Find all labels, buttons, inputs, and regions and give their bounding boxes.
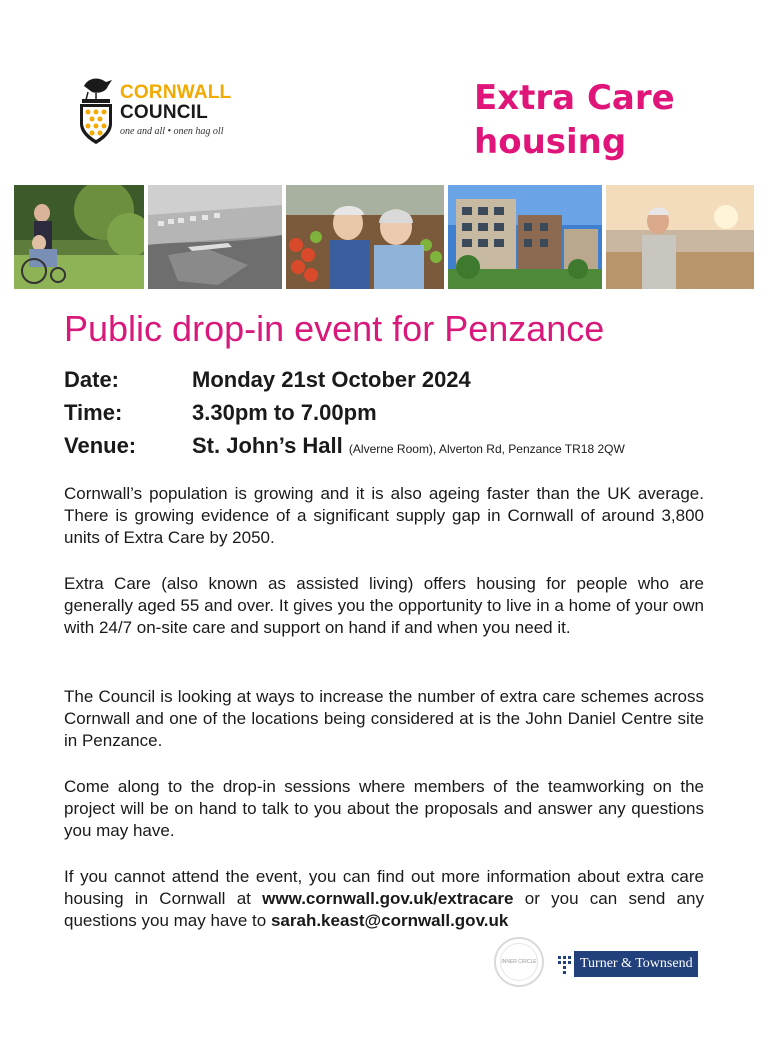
logo-text-council: COUNCIL [120,102,208,123]
paragraph-drop-in: Come along to the drop-in sessions where members of the teamworking on the project will be on hand to talk to you about the proposals and answer any questions you may have. [64,777,704,840]
headline: Extra Care housing [474,78,675,162]
time-label: Time: [64,400,123,425]
photo-couple-market [286,185,444,289]
photo-aerial-harbour [148,185,282,289]
turner-townsend-mark-icon [554,951,574,977]
time-value: 3.30pm to 7.00pm [192,400,377,425]
paragraph-council: The Council is looking at ways to increase the number of extra care schemes across Cornwall and one of the locations being considered at is the John Daniel Centre site in Penzance. [64,687,704,750]
contact-email-link[interactable]: sarah.keast@cornwall.gov.uk [270,911,509,930]
date-label: Date: [64,367,120,392]
council-crest-icon [76,72,116,148]
date-value: Monday 21st October 2024 [192,367,471,392]
event-title: Public drop-in event for Penzance [64,308,605,349]
paragraph-extra-care: Extra Care (also known as assisted living) offers housing for people who are generally aged 55 and over. It gives you the opportunity to live in a home of your own with 24/7 on-site care and support on hand if and when you need it. [64,574,704,637]
photo-strip [14,185,754,289]
inner-circle-logo [494,937,544,987]
paragraph-contact [64,866,704,932]
logo-text-cornwall: CORNWALL [120,82,232,103]
contact-text-mid: or you can send any questions you may have to [64,889,705,930]
venue-name: St. John’s Hall [192,433,343,458]
contact-text-start: If you cannot attend the event, you can find out more information about extra care housing in Cornwall at [64,867,704,908]
turner-townsend-logo [554,951,698,977]
venue-detail: (Alverne Room), Alverton Rd, Penzance TR18 2QW [348,442,625,456]
logo-motto: one and all • onen hag oll [120,126,224,137]
paragraph-population: Cornwall’s population is growing and it is also ageing faster than the UK average. There is growing evidence of a significant supply gap in Cornwall of around 3,800 units of Extra Care by 2050. [64,484,704,547]
photo-wheelchair-garden [14,185,144,289]
venue-label: Venue: [64,433,137,458]
turner-townsend-text: Turner & Townsend [580,956,693,971]
photo-apartment-building [448,185,602,289]
cornwall-council-logo [76,72,276,152]
inner-circle-text: INNER CIRCLE [500,943,538,981]
extracare-link[interactable]: www.cornwall.gov.uk/extracare [262,889,514,908]
photo-man-beach [606,185,754,289]
venue-value-group [192,433,625,459]
partner-logos [494,937,704,991]
